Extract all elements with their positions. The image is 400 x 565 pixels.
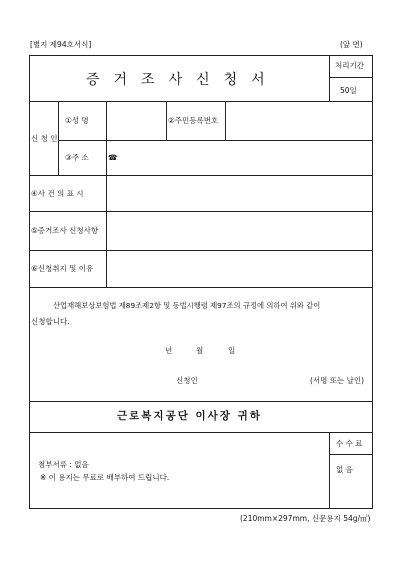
statement-line-2: 신청합니다. [31,317,70,326]
statement-line-1: 산업재해보상보험법 제89조제2항 및 동법시행령 제97조의 규정에 의하여 위와 같이 [53,301,321,310]
paper-spec: (210mm×297mm, 신문용지 54g/㎡) [240,514,371,523]
signature-note: (서명 또는 날인) [310,376,365,385]
form-number: [별지 제94호서식] [30,40,92,49]
case-label: ④사 건 의 표 시 [31,189,84,198]
signer-label: 신청인 [176,376,198,385]
form-title: 증거조사신청서 [86,72,279,88]
fee-value: 없 음 [336,465,353,474]
reason-label: ⑥신청취지 및 이유 [31,264,94,273]
applicant-label: 신 청 인 [31,134,58,143]
page-side: (앞 면) [340,40,363,49]
items-label: ⑤증거조사 신청사항 [31,226,99,235]
free-notice: ※ 이 용지는 무료로 배부하여 드립니다. [40,473,170,482]
fee-label: 수 수 료 [336,439,363,448]
date-day: 일 [228,346,236,355]
address-value[interactable]: ☎ [108,153,118,162]
date-year: 년 [165,346,173,355]
date-month: 월 [196,346,204,355]
resident-number-label: ②주민등록번호 [168,116,219,125]
processing-period-label: 처리기간 [335,61,364,70]
attachments-label: 첨부서류 : 없음 [38,460,89,469]
processing-period-value: 50일 [340,86,357,95]
address-label: ③주 소 [65,153,89,162]
name-label: ①성 명 [65,116,89,125]
recipient: 근로복지공단 이사장 귀하 [117,410,262,422]
